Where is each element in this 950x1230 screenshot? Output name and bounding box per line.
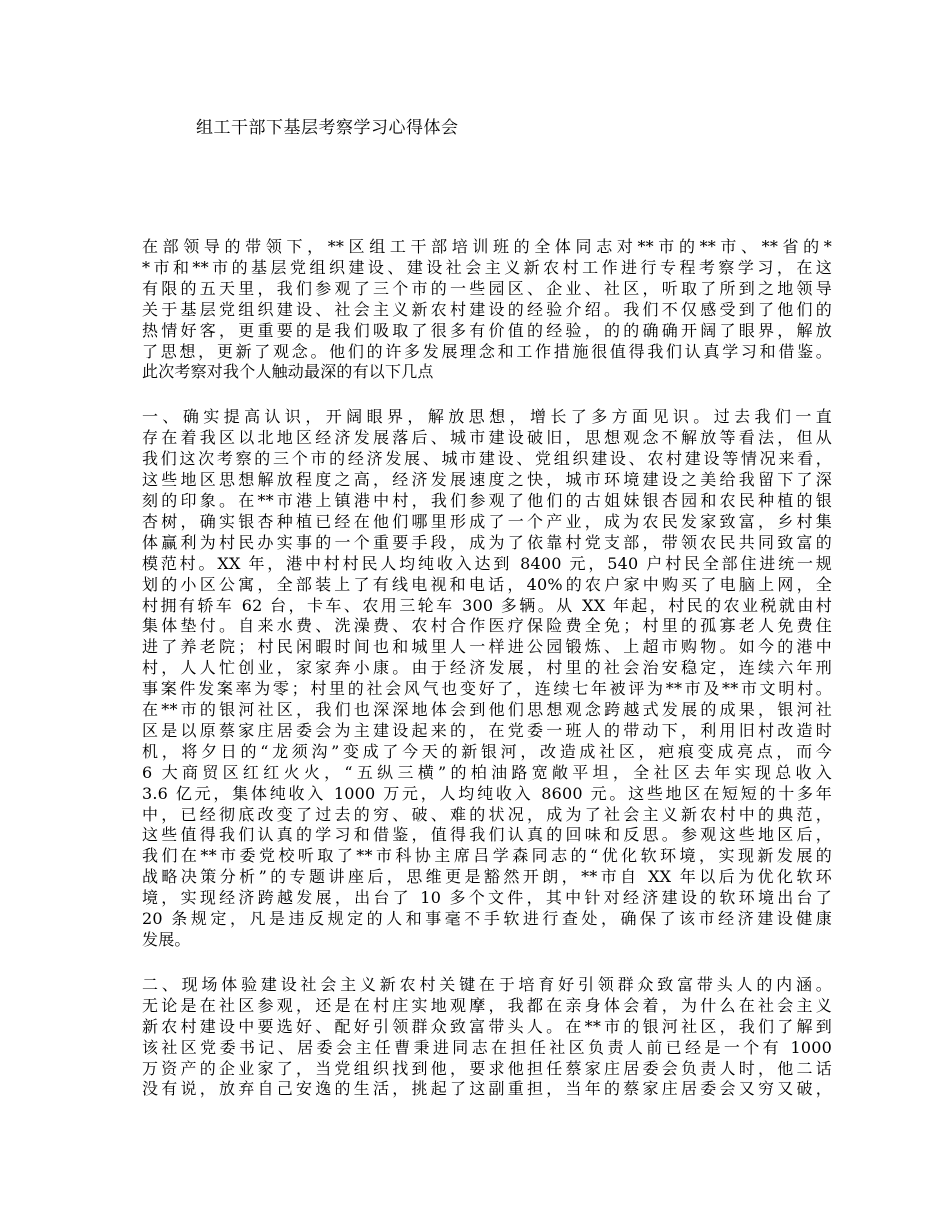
- text-line: 有限的五天里，我们参观了三个市的一些园区、企业、社区，听取了所到之地领导: [142, 278, 832, 298]
- text-line: 20 条规定，凡是违反规定的人和事毫不手软进行查处，确保了该市经济建设健康: [142, 909, 832, 929]
- text-line: 一、确实提高认识，开阔眼界，解放思想，增长了多方面见识。过去我们一直: [142, 407, 832, 427]
- paragraph-3: [142, 975, 832, 1100]
- text-line: 了思想，更新了观念。他们的许多发展理念和工作措施很值得我们认真学习和借鉴。: [142, 341, 832, 361]
- text-line: 万资产的企业家了，当党组织找到他，要求他担任蔡家庄居委会负责人时，他二话: [142, 1058, 832, 1078]
- text-line: 集体垫付。自来水费、洗澡费、农村合作医疗保险费全免；村里的孤寡老人免费住: [142, 616, 832, 636]
- text-line: 这些值得我们认真的学习和借鉴，值得我们认真的回味和反思。参观这些地区后，: [142, 825, 832, 845]
- text-line: 此次考察对我个人触动最深的有以下几点: [142, 362, 434, 382]
- text-line: 划的小区公寓，全部装上了有线电视和电话，40%的农户家中购买了电脑上网，全: [142, 574, 832, 594]
- text-line: 杏树，确实银杏种植已经在他们哪里形成了一个产业，成为农民发家致富，乡村集: [142, 511, 832, 531]
- paragraph-1: [142, 237, 832, 383]
- text-line: 模范村。XX 年，港中村村民人均纯收入达到 8400 元，540 户村民全部住进统一规: [142, 553, 832, 573]
- document-body: [142, 237, 832, 1124]
- text-line: 体赢利为村民办实事的一个重要手段，成为了依靠村党支部，带领农民共同致富的: [142, 532, 832, 552]
- text-line: 村，人人忙创业，家家奔小康。由于经济发展，村里的社会治安稳定，连续六年刑: [142, 658, 832, 678]
- text-line: 我们在**市委党校听取了**市科协主席吕学森同志的“优化软环境，实现新发展的: [142, 846, 832, 866]
- document-title: 组工干部下基层考察学习心得体会: [196, 118, 459, 138]
- text-line: 村拥有轿车 62 台，卡车、农用三轮车 300 多辆。从 XX 年起，村民的农业税就由村: [142, 595, 832, 615]
- text-line: 我们这次考察的三个市的经济发展、城市建设、党组织建设、农村建设等情况来看，: [142, 449, 832, 469]
- text-line: 无论是在社区参观，还是在村庄实地观摩，我都在亲身体会着，为什么在社会主义: [142, 995, 832, 1015]
- text-line: 在部领导的带领下，**区组工干部培训班的全体同志对**市的**市、**省的*: [142, 237, 832, 256]
- paragraph-2: [142, 407, 832, 951]
- text-line: 战略决策分析”的专题讲座后，思维更是豁然开朗，**市自 XX 年以后为优化软环: [142, 867, 832, 887]
- text-line: 刻的印象。在**市港上镇港中村，我们参观了他们的古姐妹银杏园和农民种植的银: [142, 490, 832, 510]
- text-line: 3.6 亿元，集体纯收入 1000 万元，人均纯收入 8600 元。这些地区在短短的十多年: [142, 783, 832, 803]
- text-line: 关于基层党组织建设、社会主义新农村建设的经验介绍。我们不仅感受到了他们的: [142, 299, 832, 319]
- text-line: 事案件发案率为零；村里的社会风气也变好了，连续七年被评为**市及**市文明村。: [142, 679, 832, 699]
- text-line: 该社区党委书记、居委会主任曹秉进同志在担任社区负责人前已经是一个有 1000: [142, 1037, 832, 1057]
- text-line: 发展。: [142, 930, 191, 949]
- text-line: 在**市的银河社区，我们也深深地体会到他们思想观念跨越式发展的成果，银河社: [142, 700, 832, 720]
- text-line: 区是以原蔡家庄居委会为主建设起来的，在党委一班人的带动下，利用旧村改造时: [142, 720, 832, 740]
- text-line: 热情好客，更重要的是我们吸取了很多有价值的经验，的的确确开阔了眼界，解放: [142, 320, 832, 340]
- text-line: 二、现场体验建设社会主义新农村关键在于培育好引领群众致富带头人的内涵。: [142, 974, 832, 994]
- text-line: 中，已经彻底改变了过去的穷、破、难的状况，成为了社会主义新农村中的典范，: [142, 804, 832, 824]
- text-line: 机，将夕日的“龙须沟”变成了今天的新银河，改造成社区，疤痕变成亮点，而今: [142, 741, 832, 761]
- text-line: 境，实现经济跨越发展，出台了 10 多个文件，其中针对经济建设的软环境出台了: [142, 888, 832, 908]
- text-line: 这些地区思想解放程度之高，经济发展速度之快，城市环境建设之美给我留下了深: [142, 470, 832, 490]
- text-line: 进了养老院；村民闲暇时间也和城里人一样进公园锻炼、上超市购物。如今的港中: [142, 637, 832, 657]
- text-line: 存在着我区以北地区经济发展落后、城市建设破旧，思想观念不解放等看法，但从: [142, 428, 832, 448]
- text-line: 没有说，放弃自己安逸的生活，挑起了这副重担，当年的蔡家庄居委会又穷又破，: [142, 1079, 832, 1099]
- text-line: 6 大商贸区红红火火，“五纵三横”的柏油路宽敞平坦，全社区去年实现总收入: [142, 762, 832, 782]
- text-line: 新农村建设中要选好、配好引领群众致富带头人。在**市的银河社区，我们了解到: [142, 1016, 832, 1036]
- text-line: *市和**市的基层党组织建设、建设社会主义新农村工作进行专程考察学习，在这: [142, 257, 832, 277]
